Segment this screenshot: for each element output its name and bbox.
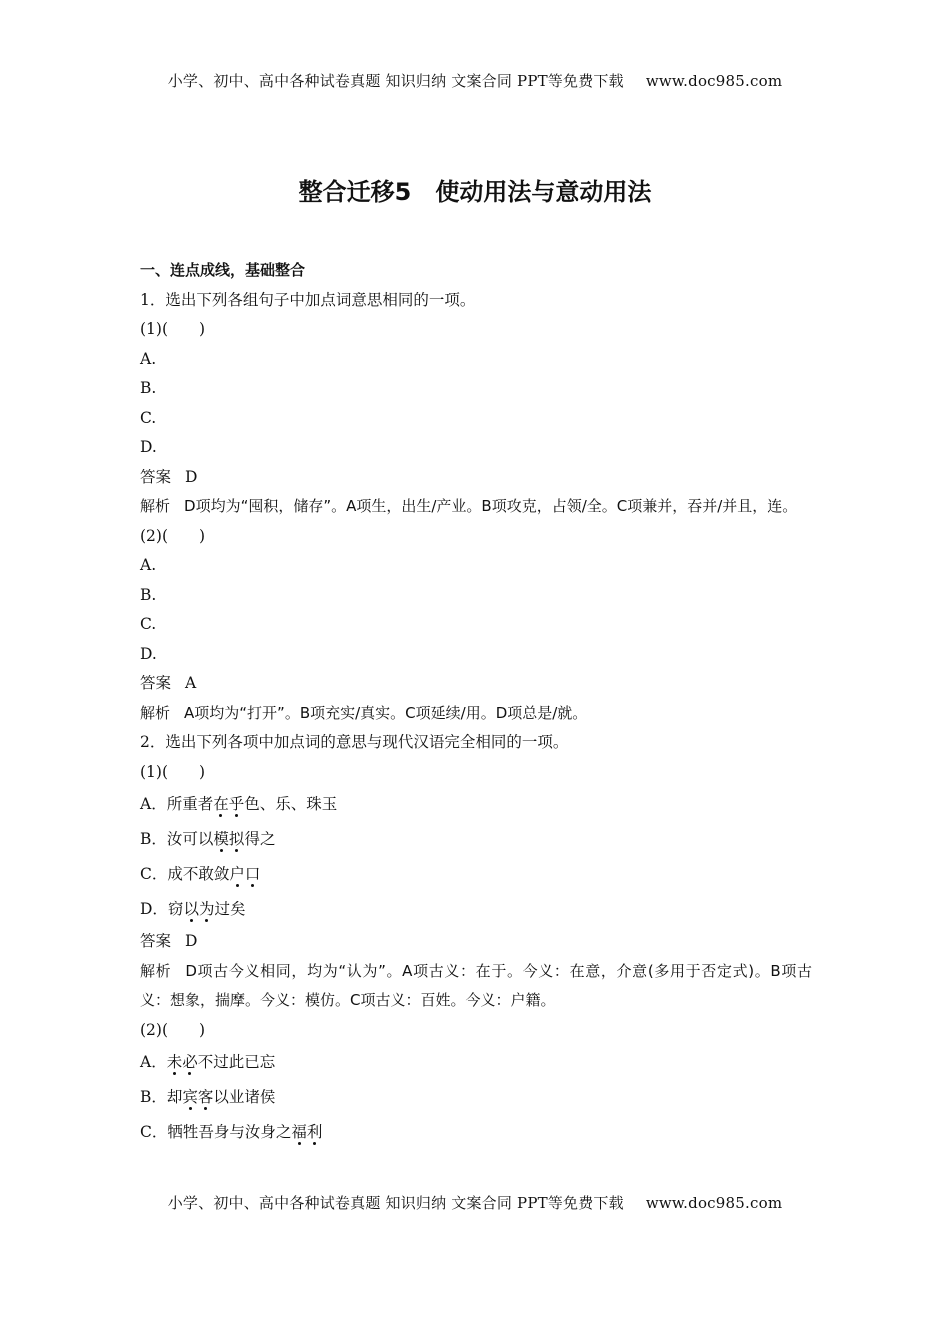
explanation — [140, 957, 812, 1016]
explanation-label: 解析 — [140, 703, 171, 722]
emphasis-dot-char: 口 — [244, 865, 261, 883]
option-c — [140, 1115, 812, 1150]
option-a — [140, 1045, 812, 1080]
option-text: A． — [140, 1053, 167, 1071]
option-c: C. — [140, 408, 157, 427]
emphasis-dot-char: 必 — [182, 1053, 198, 1071]
option-text: B．汝可以 — [140, 830, 214, 848]
option-d: D. — [140, 644, 157, 663]
emphasis-dot-char: 拟 — [228, 830, 245, 848]
option-d — [140, 892, 812, 927]
option-a: A. — [140, 556, 157, 574]
emphasis-dot-char: 以 — [183, 900, 199, 918]
question-2-stem: 2．选出下列各项中加点词的意思与现代汉语完全相同的一项。 — [140, 733, 569, 751]
emphasis-dot-char: 模 — [213, 830, 229, 848]
answer-line — [140, 463, 812, 493]
dotted-word — [182, 1088, 213, 1106]
explanation-text: D项古今义相同，均为“认为”。A项古义：在于。今义：在意，介意(多用于否定式)。B项古义：想象，揣摩。今义：模仿。C项古义：百姓。今义：户籍。 — [140, 961, 812, 1009]
header-url[interactable]: www.doc985.com — [645, 72, 783, 90]
footer-url[interactable]: www.doc985.com — [645, 1194, 783, 1212]
explanation-text: D项均为“囤积，储存”。A项生，出生/产业。B项攻克，占领/全。C项兼并，吞并/并且，连。 — [184, 497, 798, 515]
option-c — [140, 857, 812, 892]
option-text: A．所重者 — [140, 795, 214, 813]
document-body — [140, 256, 812, 1150]
option-text: C．牺牲吾身与汝身之 — [140, 1123, 292, 1141]
answer-label: 答案 — [140, 467, 172, 486]
header-text: 小学、初中、高中各种试卷真题 知识归纳 文案合同 PPT等免费下载 — [167, 72, 624, 90]
option-text: 过矣 — [214, 900, 246, 918]
explanation-label: 解析 — [140, 961, 172, 980]
option-text: C．成不敢敛 — [140, 865, 230, 883]
dotted-word — [167, 1053, 198, 1071]
emphasis-dot-char: 宾 — [182, 1088, 198, 1106]
dotted-word — [213, 830, 244, 848]
question-2-part-2: (2)( ) — [140, 1020, 206, 1039]
emphasis-dot-char: 户 — [229, 865, 245, 883]
option-text: 以业诸侯 — [213, 1088, 276, 1106]
question-1-part-1: (1)( ) — [140, 320, 206, 338]
option-text: D．窃 — [140, 900, 184, 918]
question-2-part-1: (1)( ) — [140, 762, 206, 781]
answer-value: D — [185, 932, 198, 950]
emphasis-dot-char: 为 — [198, 900, 215, 918]
option-b — [140, 822, 812, 857]
answer-label: 答案 — [140, 674, 172, 692]
dotted-word — [183, 900, 214, 918]
footer-text: 小学、初中、高中各种试卷真题 知识归纳 文案合同 PPT等免费下载 — [167, 1194, 624, 1212]
dotted-word — [229, 865, 260, 883]
answer-line — [140, 669, 812, 699]
emphasis-dot-char: 未 — [166, 1053, 183, 1071]
answer-value: D — [185, 467, 198, 486]
option-text: 得之 — [244, 830, 276, 848]
page-footer — [0, 1192, 950, 1213]
emphasis-dot-char: 在 — [213, 795, 229, 813]
page-header — [0, 70, 950, 91]
answer-line — [140, 927, 812, 957]
option-b: B. — [140, 379, 157, 397]
page-title: 整合迁移5 使动用法与意动用法 — [298, 178, 652, 206]
option-d: D. — [140, 438, 157, 456]
option-b — [140, 1080, 812, 1115]
explanation-text: A项均为“打开”。B项充实/真实。C项延续/用。D项总是/就。 — [184, 703, 588, 722]
explanation — [140, 699, 812, 729]
explanation — [140, 492, 812, 522]
option-b: B. — [140, 585, 157, 604]
option-a — [140, 787, 812, 822]
question-1-stem: 1．选出下列各组句子中加点词意思相同的一项。 — [140, 290, 476, 309]
option-text: 色、乐、珠玉 — [244, 795, 338, 813]
emphasis-dot-char: 客 — [197, 1088, 214, 1106]
answer-value: A — [185, 674, 197, 692]
emphasis-dot-char: 福 — [291, 1123, 307, 1141]
dotted-word — [291, 1123, 322, 1141]
answer-label: 答案 — [140, 932, 172, 950]
option-c: C. — [140, 615, 157, 633]
explanation-label: 解析 — [140, 497, 171, 515]
option-text: 不过此已忘 — [197, 1053, 276, 1071]
question-1-part-2: (2)( ) — [140, 526, 206, 545]
option-a: A. — [140, 349, 157, 368]
option-text: B．却 — [140, 1088, 183, 1106]
emphasis-dot-char: 乎 — [228, 795, 245, 813]
section-heading: 一、连点成线，基础整合 — [140, 261, 306, 279]
emphasis-dot-char: 利 — [306, 1123, 323, 1141]
dotted-word — [213, 795, 244, 813]
